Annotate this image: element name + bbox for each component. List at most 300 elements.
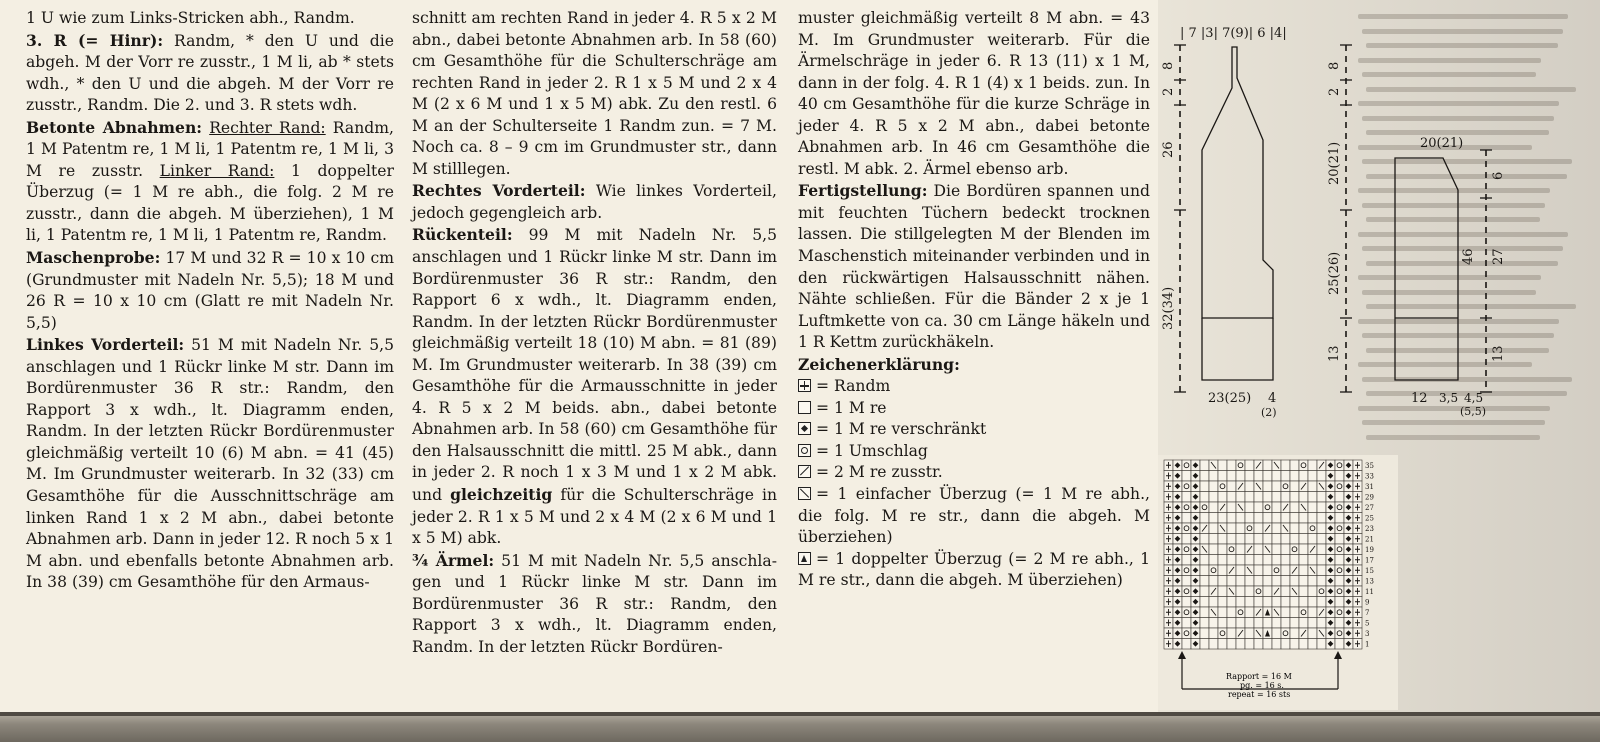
measure-label: (2)	[1261, 406, 1277, 419]
row-number: 23	[1365, 525, 1374, 533]
stitch-cell	[1200, 513, 1209, 524]
sleeve-outline	[1395, 158, 1458, 380]
stitch-cell	[1200, 555, 1209, 566]
stitch-cell	[1299, 513, 1308, 524]
stitch-cell	[1281, 639, 1290, 650]
row-number: 35	[1365, 462, 1374, 470]
stitch-cell	[1182, 513, 1191, 524]
subheading: Linker Rand:	[159, 161, 275, 180]
faded-line	[1362, 420, 1545, 425]
stitch-cell	[1281, 565, 1290, 576]
stitch-cell	[1227, 628, 1236, 639]
measure-label: 13	[1491, 345, 1506, 362]
edge-stitch-icon	[798, 379, 811, 392]
front-hem	[1202, 318, 1273, 380]
measure-label: 3,5	[1439, 391, 1459, 405]
stitch-cell	[1317, 555, 1326, 566]
stitch-cell	[1245, 586, 1254, 597]
stitch-cell	[1218, 618, 1227, 629]
measure-label: (5,5)	[1460, 405, 1487, 418]
stitch-cell	[1335, 471, 1344, 482]
stitch-cell	[1227, 618, 1236, 629]
measure-label: 20(21)	[1420, 136, 1464, 151]
row-number: 3	[1365, 630, 1370, 638]
stitch-cell	[1308, 628, 1317, 639]
paragraph: Betonte Abnahmen: Rechter Rand: Randm, 1 M Patentm re, 1 M li, 1 Patentm re, 1 M li, 3 M re zusstr. Linker Rand: 1 doppelter Überzug (= 1 M re abh., die folg. 2 M re zusstr., dann die abgeh. M überziehen), 1 M li, 1 Patentm re, 1 M li, 1 Patentm re, Randm.	[26, 117, 394, 245]
stitch-cell	[1308, 502, 1317, 513]
stitch-cell	[1308, 618, 1317, 629]
measure-label: 13	[1327, 345, 1342, 362]
stitch-cell	[1236, 513, 1245, 524]
legend-item: = 1 M re	[798, 398, 1150, 420]
stitch-cell	[1263, 639, 1272, 650]
legend-item: = 1 doppelter Überzug (= 2 M re abh., 1 M re str., dann die abgeh. M überziehen)	[798, 549, 1150, 590]
stitch-cell	[1263, 618, 1272, 629]
measure-label: 23(25)	[1208, 391, 1252, 406]
stitch-cell	[1290, 471, 1299, 482]
stitch-cell	[1245, 534, 1254, 545]
stitch-cell	[1236, 555, 1245, 566]
stitch-cell	[1299, 565, 1308, 576]
stitch-cell	[1209, 471, 1218, 482]
stitch-cell	[1200, 639, 1209, 650]
stitch-cell	[1335, 544, 1344, 555]
skpo-icon	[798, 487, 811, 500]
stitch-cell	[1317, 639, 1326, 650]
stitch-cell	[1308, 523, 1317, 534]
stitch-cell	[1254, 555, 1263, 566]
stitch-cell	[1335, 565, 1344, 576]
row-number: 19	[1365, 546, 1374, 554]
stitch-cell	[1254, 576, 1263, 587]
paragraph: schnitt am rechten Rand in jeder 4. R 5 x 2 M abn., dabei betonte Abnahmen arb. In 58 (60) cm Gesamthöhe für die Schulterschräge am rechten Rand in jeder 2. R 1 x 5 M und 2 x 4 M (2 x 6 M und 1 x 5 M) abk. Zu den restl. 6 M an der Schulterseite 1 Randm zun. = 7 M. Noch ca. 8 – 9 cm im Grundmuster str., dann M stilllegen.	[412, 9, 777, 178]
stitch-cell	[1299, 607, 1308, 618]
stitch-cell	[1290, 607, 1299, 618]
stitch-cell	[1200, 586, 1209, 597]
heading: Rückenteil:	[412, 225, 513, 245]
stitch-cell	[1281, 534, 1290, 545]
twisted-knit-icon	[798, 422, 811, 435]
stitch-cell	[1281, 586, 1290, 597]
stitch-cell	[1317, 502, 1326, 513]
ticks	[1174, 45, 1492, 392]
stitch-cell	[1218, 639, 1227, 650]
stitch-cell	[1236, 576, 1245, 587]
stitch-cell	[1209, 481, 1218, 492]
stitch-cell	[1290, 576, 1299, 587]
stitch-cell	[1263, 460, 1272, 471]
text-column-3	[798, 8, 1150, 592]
measure-label: 46	[1461, 248, 1476, 265]
stitch-cell	[1218, 607, 1227, 618]
stitch-cell	[1317, 523, 1326, 534]
stitch-cell	[1299, 534, 1308, 545]
stitch-cell	[1254, 597, 1263, 608]
stitch-cell	[1290, 460, 1299, 471]
stitch-cell	[1254, 565, 1263, 576]
stitch-cell	[1290, 523, 1299, 534]
stitch-cell	[1335, 534, 1344, 545]
row-number: 17	[1365, 556, 1374, 565]
stitch-cell	[1218, 597, 1227, 608]
measure-label: 12	[1411, 391, 1428, 406]
stitch-cell	[1254, 492, 1263, 503]
stitch-cell	[1308, 576, 1317, 587]
row-number: 5	[1365, 619, 1370, 628]
subheading: Rechter Rand:	[209, 118, 326, 137]
stitch-cell	[1254, 618, 1263, 629]
stitch-cell	[1290, 513, 1299, 524]
paragraph: 1 U wie zum Links-Stricken abh., Randm.	[26, 9, 355, 27]
stitch-cell	[1308, 471, 1317, 482]
row-number: 9	[1365, 598, 1370, 607]
stitch-cell	[1218, 576, 1227, 587]
k2tog-icon	[798, 465, 811, 478]
heading: 3. R (= Hinr):	[26, 30, 164, 50]
stitch-cell	[1254, 513, 1263, 524]
stitch-cell	[1290, 502, 1299, 513]
stitch-cell	[1335, 513, 1344, 524]
stitch-cell	[1245, 481, 1254, 492]
stitch-cell	[1299, 460, 1308, 471]
stitch-cell	[1182, 523, 1191, 534]
stitch-cell	[1218, 471, 1227, 482]
text-column-2	[412, 8, 777, 658]
stitch-cell	[1263, 492, 1272, 503]
stitch-cell	[1182, 597, 1191, 608]
stitch-cell	[1200, 607, 1209, 618]
paragraph: Linkes Vorderteil: 51 M mit Nadeln Nr. 5,5 anschlagen und 1 Rückr linke M str. Dann im Bordürenmuster 36 R str.: Randm, den Rapport 3 x wdh., lt. Diagramm enden, Randm. In der letzten Rückr Bordürenmuster gleichmäßig verteilt 10 (6) M abn. = 41 (45) M. Im Grundmuster weiterarb. In 32 (33) cm Gesamthöhe für die Ausschnittschräge am linken Rand 1 x 2 M abn., dabei betonte Abnahmen arb. Dann in jeder 12. R noch 5 x 1 M abn. und ebenfalls betonte Abnahmen arb. In 38 (39) cm Gesamthöhe für den Armaus-	[26, 335, 394, 592]
stitch-cell	[1209, 628, 1218, 639]
heading: Fertigstellung:	[798, 181, 928, 201]
stitch-cell	[1218, 586, 1227, 597]
stitch-cell	[1281, 544, 1290, 555]
garment-schematic	[1158, 0, 1538, 420]
legend-item: = Randm	[798, 376, 1150, 398]
faded-line	[1366, 435, 1540, 440]
stitch-cell	[1218, 534, 1227, 545]
paragraph: 3. R (= Hinr): Randm, * den U und die abgeh. M der Vorr re zusstr., 1 M li, ab * stets wdh., * den U und die abgeh. M der Vorr re zusstr., Randm. Die 2. und 3. R stets wdh.	[26, 30, 394, 115]
legend-item: = 1 M re verschränkt	[798, 419, 1150, 441]
stitch-cell	[1245, 523, 1254, 534]
stitch-cell	[1245, 618, 1254, 629]
stitch-cell	[1218, 555, 1227, 566]
stitch-cell	[1281, 513, 1290, 524]
stitch-cell	[1182, 492, 1191, 503]
stitch-cell	[1263, 597, 1272, 608]
stitch-cell	[1209, 523, 1218, 534]
stitch-cell	[1335, 555, 1344, 566]
stitch-cell	[1218, 628, 1227, 639]
stitch-cell	[1299, 523, 1308, 534]
stitch-cell	[1281, 555, 1290, 566]
stitch-cell	[1290, 555, 1299, 566]
double-decrease-icon	[798, 552, 811, 565]
stitch-cell	[1335, 523, 1344, 534]
stitch-cell	[1227, 597, 1236, 608]
stitch-grid	[1164, 460, 1362, 649]
stitch-cell	[1335, 628, 1344, 639]
stitch-cell	[1335, 597, 1344, 608]
stitch-cell	[1317, 597, 1326, 608]
stitch-cell	[1308, 534, 1317, 545]
measure-label: 2	[1327, 87, 1342, 96]
stitch-cell	[1299, 555, 1308, 566]
stitch-cell	[1335, 639, 1344, 650]
stitch-cell	[1281, 460, 1290, 471]
stitch-cell	[1236, 565, 1245, 576]
stitch-cell	[1182, 502, 1191, 513]
measure-label: 32(34)	[1161, 286, 1176, 330]
stitch-cell	[1209, 597, 1218, 608]
stitch-cell	[1182, 618, 1191, 629]
stitch-cell	[1317, 471, 1326, 482]
stitch-cell	[1308, 460, 1317, 471]
measure-label: 20(21)	[1327, 141, 1342, 185]
stitch-cell	[1254, 639, 1263, 650]
stitch-cell	[1272, 513, 1281, 524]
stitch-cell	[1227, 639, 1236, 650]
stitch-cell	[1245, 471, 1254, 482]
stitch-cell	[1245, 502, 1254, 513]
measure-label: 27	[1491, 248, 1506, 265]
stitch-cell	[1182, 565, 1191, 576]
stitch-cell	[1299, 576, 1308, 587]
stitch-cell	[1299, 586, 1308, 597]
stitch-cell	[1227, 492, 1236, 503]
stitch-cell	[1182, 555, 1191, 566]
stitch-cell	[1263, 481, 1272, 492]
stitch-cell	[1182, 471, 1191, 482]
stitch-cell	[1281, 471, 1290, 482]
stitch-cell	[1227, 513, 1236, 524]
stitch-cell	[1236, 471, 1245, 482]
page-bottom-edge	[0, 712, 1600, 742]
stitch-cell	[1218, 565, 1227, 576]
stitch-cell	[1218, 513, 1227, 524]
stitch-cell	[1236, 618, 1245, 629]
stitch-cell	[1218, 544, 1227, 555]
stitch-cell	[1218, 492, 1227, 503]
stitch-cell	[1317, 544, 1326, 555]
stitch-cell	[1263, 555, 1272, 566]
stitch-cell	[1200, 565, 1209, 576]
stitch-cell	[1227, 523, 1236, 534]
measure-label: 4,5	[1464, 391, 1484, 405]
stitch-cell	[1335, 607, 1344, 618]
stitch-cell	[1272, 471, 1281, 482]
stitch-cell	[1290, 492, 1299, 503]
stitch-cell	[1308, 513, 1317, 524]
legend-heading: Zeichenerklärung:	[798, 354, 960, 374]
stitch-cell	[1263, 576, 1272, 587]
stitch-cell	[1227, 471, 1236, 482]
stitch-cell	[1209, 534, 1218, 545]
front-piece-outline	[1202, 47, 1273, 318]
stitch-cell	[1218, 481, 1227, 492]
stitch-cell	[1245, 460, 1254, 471]
stitch-cell	[1236, 534, 1245, 545]
stitch-cell	[1209, 513, 1218, 524]
stitch-cell	[1263, 534, 1272, 545]
stitch-cell	[1299, 492, 1308, 503]
stitch-cell	[1227, 534, 1236, 545]
stitch-cell	[1308, 555, 1317, 566]
measure-label: 25(26)	[1327, 251, 1342, 295]
stitch-cell	[1272, 502, 1281, 513]
stitch-cell	[1263, 502, 1272, 513]
stitch-cell	[1227, 607, 1236, 618]
stitch-cell	[1245, 576, 1254, 587]
yarn-over-icon	[798, 444, 811, 457]
stitch-cell	[1299, 639, 1308, 650]
divider	[0, 712, 1600, 716]
stitch-cell	[1308, 586, 1317, 597]
stitch-cell	[1254, 534, 1263, 545]
row-number: 29	[1365, 493, 1374, 502]
stitch-cell	[1272, 481, 1281, 492]
stitch-cell	[1200, 628, 1209, 639]
stitch-cell	[1236, 597, 1245, 608]
row-number: 21	[1365, 535, 1374, 544]
text-column-1	[26, 8, 394, 594]
stitch-cell	[1209, 565, 1218, 576]
stitch-cell	[1200, 481, 1209, 492]
stitch-cell	[1227, 481, 1236, 492]
stitch-cell	[1317, 576, 1326, 587]
stitch-cell	[1317, 492, 1326, 503]
stitch-cell	[1200, 618, 1209, 629]
stitch-cell	[1272, 618, 1281, 629]
stitch-cell	[1209, 544, 1218, 555]
stitch-cell	[1227, 502, 1236, 513]
stitch-cell	[1335, 502, 1344, 513]
stitch-cell	[1254, 523, 1263, 534]
stitch-cell	[1299, 544, 1308, 555]
stitch-cell	[1182, 628, 1191, 639]
stitch-cell	[1236, 607, 1245, 618]
stitch-cell	[1254, 586, 1263, 597]
stitch-cell	[1227, 576, 1236, 587]
measure-lines	[1180, 45, 1486, 392]
front-top-measure: | 7 |3| 7(9)| 6 |4|	[1180, 26, 1287, 41]
stitch-cell	[1281, 618, 1290, 629]
measure-label: 6	[1491, 171, 1506, 180]
row-number: 27	[1365, 504, 1374, 512]
row-number: 33	[1365, 472, 1374, 481]
stitch-cell	[1290, 618, 1299, 629]
row-number: 25	[1365, 514, 1374, 523]
measure-label: 8	[1161, 61, 1176, 70]
row-number: 1	[1365, 640, 1370, 649]
stitch-cell	[1200, 471, 1209, 482]
stitch-cell	[1308, 639, 1317, 650]
stitch-cell	[1290, 628, 1299, 639]
stitch-cell	[1200, 460, 1209, 471]
chart-caption: repeat = 16 sts	[1228, 690, 1291, 699]
stitch-cell	[1200, 502, 1209, 513]
row-number: 31	[1365, 483, 1374, 491]
row-number: 13	[1365, 577, 1374, 586]
stitch-cell	[1245, 639, 1254, 650]
stitch-cell	[1182, 576, 1191, 587]
stitch-cell	[1227, 555, 1236, 566]
stitch-cell	[1317, 618, 1326, 629]
stitch-cell	[1209, 492, 1218, 503]
stitch-cell	[1317, 513, 1326, 524]
stitch-cell	[1272, 534, 1281, 545]
stitch-cell	[1245, 513, 1254, 524]
stitch-cell	[1290, 534, 1299, 545]
stitch-cell	[1299, 618, 1308, 629]
stitch-cell	[1182, 544, 1191, 555]
stitch-cell	[1335, 576, 1344, 587]
stitch-cell	[1209, 618, 1218, 629]
row-number: 15	[1365, 567, 1374, 575]
paragraph: Rückenteil: 99 M mit Nadeln Nr. 5,5 anschlagen und 1 Rückr linke M str. Dann im Bordürenmuster 36 R str.: Randm, den Rapport 6 x wdh., lt. Diagramm enden, Randm. In der letzten Rückr Bordürenmuster gleichmäßig verteilt 18 (10) M abn. = 81 (89) M. Im Grundmuster weiterarb. In 38 (39) cm Gesamthöhe für die Armausschnitte in jeder 4. R 5 x 2 M beids. abn., dabei betonte Abnahmen arb. In 58 (60) cm Gesamthöhe für den Halsausschnitt die mittl. 25 M abk., dann in jeder 2. R noch 1 x 3 M und 1 x 2 M abk. und gleichzeitig für die Schulterschräge in jeder 2. R 1 x 5 M und 2 x 4 M (2 x 6 M und 1 x 5 M) abk.	[412, 225, 777, 548]
stitch-cell	[1200, 576, 1209, 587]
stitch-cell	[1308, 597, 1317, 608]
stitch-cell	[1245, 555, 1254, 566]
knit-stitch-icon	[798, 401, 811, 414]
stitch-cell	[1272, 523, 1281, 534]
stitch-cell	[1254, 544, 1263, 555]
stitch-cell	[1299, 597, 1308, 608]
stitch-cell	[1308, 492, 1317, 503]
measure-label: 2	[1161, 87, 1176, 96]
stitch-cell	[1263, 586, 1272, 597]
stitch-cell	[1335, 481, 1344, 492]
symbol-legend	[798, 376, 1150, 591]
heading: Betonte Abnahmen:	[26, 117, 203, 137]
stitch-cell	[1245, 492, 1254, 503]
stitch-cell	[1182, 534, 1191, 545]
stitch-cell	[1263, 513, 1272, 524]
stitch-cell	[1281, 481, 1290, 492]
stitch-cell	[1236, 460, 1245, 471]
stitch-cell	[1236, 639, 1245, 650]
stitch-cell	[1290, 544, 1299, 555]
stitch-cell	[1281, 597, 1290, 608]
stitch-cell	[1290, 639, 1299, 650]
stitch-cell	[1272, 555, 1281, 566]
stitch-cell	[1245, 628, 1254, 639]
stitch-cell	[1236, 523, 1245, 534]
paragraph: Maschenprobe: 17 M und 32 R = 10 x 10 cm (Grundmuster mit Nadeln Nr. 5,5); 18 M und 26 R = 10 x 10 cm (Glatt re mit Nadeln Nr. 5,5)	[26, 248, 394, 332]
stitch-cell	[1227, 544, 1236, 555]
stitch-cell	[1272, 597, 1281, 608]
stitch-cell	[1182, 639, 1191, 650]
stitch-cell	[1335, 460, 1344, 471]
stitch-cell	[1182, 607, 1191, 618]
stitch-cell	[1209, 639, 1218, 650]
stitch-cell	[1227, 460, 1236, 471]
stitch-cell	[1272, 639, 1281, 650]
legend-item: = 2 M re zusstr.	[798, 462, 1150, 484]
paragraph: ¾ Ärmel: 51 M mit Nadeln Nr. 5,5 anschlagen und 1 Rückr linke M str. Dann im Bordürenmuster 36 R str.: Randm, den Rapport 3 x wdh., lt. Diagramm enden, Randm. In der letzten Rückr Bordüren-	[412, 550, 777, 656]
measure-label: 26	[1161, 141, 1176, 158]
stitch-cell	[1254, 502, 1263, 513]
paragraph: Fertigstellung: Die Bordüren spannen und mit feuchten Tüchern bedeckt trocknen lassen. Die stillgelegten M der Blenden im Maschenstich miteinander verbinden und in den rückwärtigen Halsausschnitt nähen. Nähte schließen. Für die Bänder 2 x je 1 Luftmkette von ca. 30 cm Länge häkeln und 1 R Kettm zurückhäkeln.	[798, 181, 1150, 352]
stitch-cell	[1308, 481, 1317, 492]
paragraph: muster gleichmäßig verteilt 8 M abn. = 43 M. Im Grundmuster weiterarb. Für die Ärmelschräge in jeder 6. R 13 (11) x 1 M, dann in der folg. 4. R 1 (4) x 1 beids. zun. In 40 cm Gesamthöhe für die kurze Schräge in jeder 4. R 5 x 2 M abn., dabei betonte Abnahmen arb. In 46 cm Gesamthöhe die restl. M abk. 2. Ärmel ebenso arb.	[798, 9, 1150, 178]
legend-item: = 1 Umschlag	[798, 441, 1150, 463]
stitch-cell	[1272, 565, 1281, 576]
chart-caption: pg. = 16 s.	[1240, 681, 1284, 690]
stitch-cell	[1281, 492, 1290, 503]
stitch-cell	[1200, 597, 1209, 608]
stitch-cell	[1245, 607, 1254, 618]
